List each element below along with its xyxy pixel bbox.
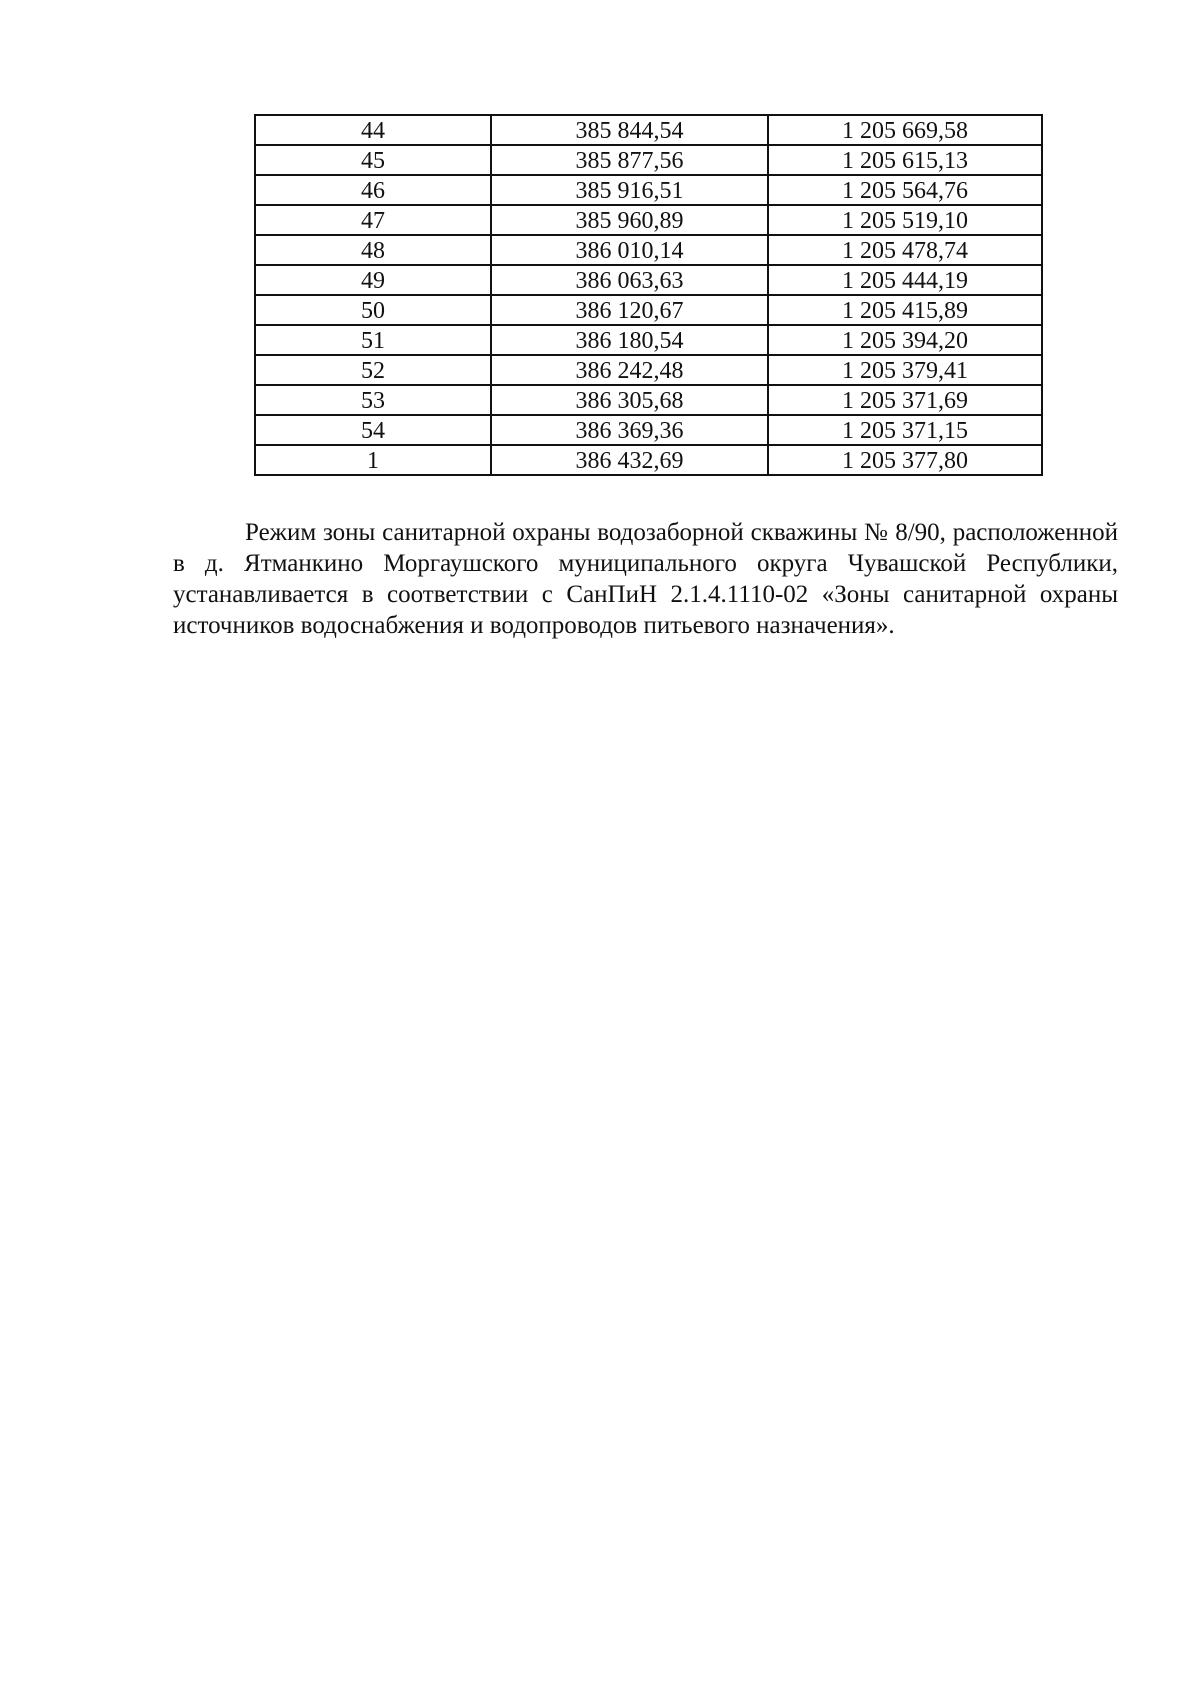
table-row xyxy=(255,445,1042,475)
y-coordinate-cell: 1 205 478,74 xyxy=(768,235,1042,265)
x-coordinate-cell: 385 916,51 xyxy=(491,175,768,205)
point-number-cell: 52 xyxy=(255,355,491,385)
point-number-cell: 45 xyxy=(255,145,491,175)
x-coordinate-cell: 386 369,36 xyxy=(491,415,768,445)
y-coordinate-cell: 1 205 519,10 xyxy=(768,205,1042,235)
y-coordinate-cell: 1 205 669,58 xyxy=(768,115,1042,145)
coordinates-table xyxy=(254,114,1043,476)
sanitary-zone-paragraph: Режим зоны санитарной охраны водозаборной скважины № 8/90, расположенной в д. Ятманкино Моргаушского муниципального округа Чувашской Республики, устанавливается в соответствии с СанПиН 2.1.4.1110-02 «Зоны санитарной охраны источников водоснабжения и водопроводов питьевого назначения». xyxy=(173,519,1118,639)
table-row xyxy=(255,175,1042,205)
table-row xyxy=(255,205,1042,235)
y-coordinate-cell: 1 205 615,13 xyxy=(768,145,1042,175)
point-number-cell: 48 xyxy=(255,235,491,265)
point-number-cell: 54 xyxy=(255,415,491,445)
y-coordinate-cell: 1 205 371,69 xyxy=(768,385,1042,415)
point-number-cell: 1 xyxy=(255,445,491,475)
x-coordinate-cell: 386 432,69 xyxy=(491,445,768,475)
x-coordinate-cell: 385 877,56 xyxy=(491,145,768,175)
table-row xyxy=(255,355,1042,385)
x-coordinate-cell: 386 305,68 xyxy=(491,385,768,415)
x-coordinate-cell: 386 242,48 xyxy=(491,355,768,385)
point-number-cell: 44 xyxy=(255,115,491,145)
x-coordinate-cell: 385 960,89 xyxy=(491,205,768,235)
y-coordinate-cell: 1 205 379,41 xyxy=(768,355,1042,385)
table-row xyxy=(255,145,1042,175)
table-row xyxy=(255,385,1042,415)
x-coordinate-cell: 386 120,67 xyxy=(491,295,768,325)
table-row xyxy=(255,235,1042,265)
x-coordinate-cell: 386 180,54 xyxy=(491,325,768,355)
y-coordinate-cell: 1 205 444,19 xyxy=(768,265,1042,295)
point-number-cell: 46 xyxy=(255,175,491,205)
table-row xyxy=(255,295,1042,325)
table-row xyxy=(255,265,1042,295)
y-coordinate-cell: 1 205 564,76 xyxy=(768,175,1042,205)
y-coordinate-cell: 1 205 377,80 xyxy=(768,445,1042,475)
point-number-cell: 50 xyxy=(255,295,491,325)
table-row xyxy=(255,415,1042,445)
y-coordinate-cell: 1 205 415,89 xyxy=(768,295,1042,325)
y-coordinate-cell: 1 205 371,15 xyxy=(768,415,1042,445)
table-row xyxy=(255,115,1042,145)
table-row xyxy=(255,325,1042,355)
x-coordinate-cell: 386 063,63 xyxy=(491,265,768,295)
point-number-cell: 51 xyxy=(255,325,491,355)
point-number-cell: 49 xyxy=(255,265,491,295)
y-coordinate-cell: 1 205 394,20 xyxy=(768,325,1042,355)
point-number-cell: 53 xyxy=(255,385,491,415)
x-coordinate-cell: 386 010,14 xyxy=(491,235,768,265)
point-number-cell: 47 xyxy=(255,205,491,235)
x-coordinate-cell: 385 844,54 xyxy=(491,115,768,145)
